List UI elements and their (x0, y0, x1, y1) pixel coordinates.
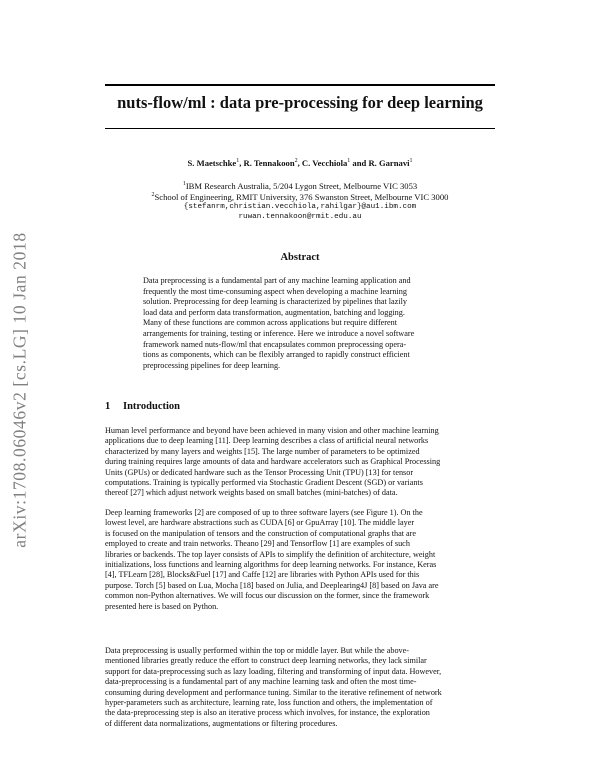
affiliation-mark: 1 (182, 181, 186, 187)
author-separator: , (297, 157, 302, 168)
arxiv-stamp-text: arXiv:1708.06046v2 [cs.LG] 10 Jan 2018 (9, 232, 30, 548)
abstract-body: Data preprocessing is a fundamental part of any machine learning application and frequently the most time-consuming aspect when developing a machine learning solution. Preprocessing for deep learning is characterized by pipelines that lazily load data and perform data transformation, augmentation, batching and logging. Many of these functions are common across applications but require different arrangements for training, testing or inference. Here we introduce a novel software framework named nuts-flow/ml that encapsulates common preprocessing opera- tions as components, which can be flexibly arranged to rapidly construct efficient preprocessing pipelines for deep learning. (143, 276, 415, 370)
author-list (105, 155, 495, 169)
title-rule-bottom (105, 128, 495, 129)
author-name: R. Tennakoon (243, 157, 295, 168)
paper-title: nuts-flow/ml : data pre-processing for deep learning (117, 93, 483, 112)
abstract-heading: Abstract (280, 252, 320, 263)
author-affil-mark: 1 (236, 158, 240, 164)
affiliation-text: School of Engineering, RMIT University, 376 Swanston Street, Melbourne VIC 3000 (154, 191, 449, 202)
author-name: S. Maetschke (187, 157, 237, 168)
author-affil-mark: 1 (347, 158, 351, 164)
section-heading (105, 400, 180, 413)
body-paragraph: Deep learning frameworks [2] are composed of up to three software layers (see Figure 1). On the lowest level, are hardware abstractions such as CUDA [6] or GpuArray [10]. The middle layer is focused on the manipulation of tensors and the construction of computational graphs that are employed to create and train networks. Theano [29] and Tensorflow [1] are examples of such libraries or backends. The top layer consists of APIs to simplify the definition of architecture, weight initializations, loss functions and learning algorithms for deep learning networks. For instance, Keras [4], TFLearn [28], Blocks&Fuel [17] and Caffe [12] are libraries with Python APIs used for this purpose. Torch [5] based on Lua, Mocha [18] based on Julia, and Deeplearing4J [8] based on Java are common non-Python alternatives. We will focus our discussion on the former, since the framework presented here is based on Python. (105, 508, 439, 611)
author-affil-mark: 1 (409, 158, 413, 164)
author-affil-mark: 2 (294, 158, 298, 164)
body-paragraph: Data preprocessing is usually performed within the top or middle layer. But while the above- mentioned libraries greatly reduce the effort to construct deep learning networks, they lack similar support for data-preprocessing such as lazy loading, filtering and transforming of input data. However, data-preprocessing is a fundamental part of any machine learning task and often the most time- consuming during development and performance tuning. Similar to the iterative refinement of network hyper-parameters such as architecture, learning rate, loss function and others, the implementation of the data-preprocessing step is also an iterative process which involves, for instance, the exploration of different data normalizations, augmentations or filtering procedures. (105, 646, 442, 728)
arxiv-stamp (0, 200, 40, 580)
body-paragraph: Human level performance and beyond have been achieved in many vision and other machine learning applications due to deep learning [11]. Deep learning describes a class of artificial neural networks characterized by many layers and weights [15]. The large number of parameters to be optimized during training requires large amounts of data and hardware accelerators such as Graphical Processing Units (GPUs) or dedicated hardware such as the Tensor Processing Unit (TPU) [13] for tensor computations. Training is typically performed via Stochastic Gradient Descent (SGD) or variants thereof [27] which adjust network weights based on small batches (mini-batches) of data. (105, 426, 441, 498)
title-rule-top (105, 84, 495, 86)
section-number: 1 (105, 401, 111, 412)
author-name: C. Vecchiola (301, 157, 348, 168)
author-email: {stefanrm,christian.vecchiola,rahilgar}@au1.ibm.com (183, 203, 417, 211)
affiliation-mark: 2 (151, 192, 155, 198)
author-separator: and (350, 157, 369, 168)
author-separator: , (239, 157, 244, 168)
author-name: R. Garnavi (368, 157, 410, 168)
affiliation-text: IBM Research Australia, 5/204 Lygon Street, Melbourne VIC 3053 (185, 180, 418, 191)
affiliation (105, 190, 495, 203)
author-email: ruwan.tennakoon@rmit.edu.au (238, 213, 362, 221)
section-title: Introduction (123, 401, 180, 412)
